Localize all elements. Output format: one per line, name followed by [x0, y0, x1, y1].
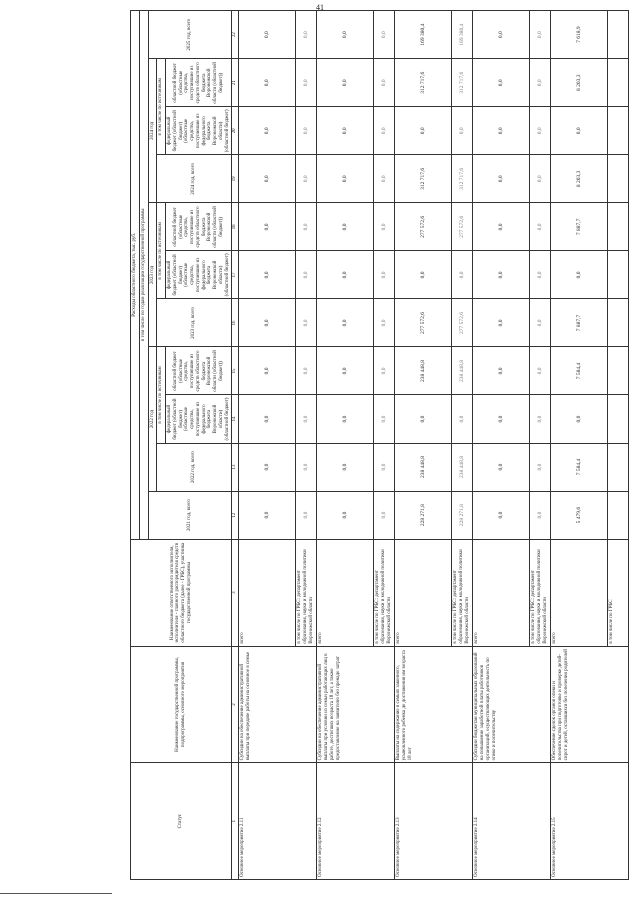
header-executor: Наименование ответственного исполнителя, исполнителя - главного распорядителя средств областного бюджета (далее - ГРБС), участника государственной программы: [131, 539, 232, 646]
value-cell: 0,0: [395, 251, 452, 299]
value-cell: 7 584,4: [551, 443, 608, 491]
value-cell: 0,0: [452, 107, 473, 155]
expenses-table: [130, 10, 629, 880]
value-cell: 0,0: [296, 395, 317, 443]
value-cell: 0,0: [239, 299, 296, 347]
column-number: 1: [232, 763, 239, 880]
value-cell: 238 448,8: [452, 443, 473, 491]
value-cell: 0,0: [239, 251, 296, 299]
value-cell: 277 572,6: [452, 299, 473, 347]
value-cell: 7 887,7: [551, 299, 608, 347]
value-cell: 0,0: [374, 251, 395, 299]
header-total-2022: 2022 год, всего: [157, 443, 232, 491]
value-cell: 0,0: [296, 251, 317, 299]
row-status: Основное мероприятие 2.12: [317, 763, 395, 880]
value-cell: 0,0: [530, 443, 551, 491]
value-cell: 0,0: [395, 395, 452, 443]
value-cell: 312 717,6: [395, 59, 452, 107]
header-total-2023: 2023 год, всего: [157, 299, 232, 347]
column-number: 17: [232, 251, 239, 299]
column-number: 2: [232, 646, 239, 763]
value-cell: 0,0: [317, 11, 374, 59]
value-cell: 0,0: [530, 395, 551, 443]
value-cell: 0,0: [317, 395, 374, 443]
value-cell: 0,0: [317, 443, 374, 491]
column-number: 12: [232, 491, 239, 539]
value-cell: 0,0: [452, 251, 473, 299]
row-name: Обеспечение сделок органов опеки и попечительства при подготовке и проверке детей-сирот и детей, оставшихся без попечения родителей: [551, 646, 629, 763]
value-cell: 0,0: [317, 155, 374, 203]
value-cell: 0,0: [551, 107, 608, 155]
value-cell: 0,0: [239, 443, 296, 491]
value-cell: [608, 155, 629, 203]
bottom-margin-rule: [0, 893, 112, 894]
value-cell: 0,0: [530, 251, 551, 299]
value-cell: 0,0: [296, 347, 317, 395]
value-cell: 7 887,7: [551, 203, 608, 251]
rotated-table-page: [130, 10, 630, 880]
value-cell: [608, 107, 629, 155]
header-sources-2023: в том числе по источникам: [157, 203, 166, 299]
value-cell: 0,0: [296, 155, 317, 203]
value-cell: 0,0: [374, 347, 395, 395]
page-number: 41: [316, 3, 324, 12]
header-federal-2022: федеральный бюджет (областной бюджет) (областные средства, поступившие из федерального бюджета Воронежской области) (областной бюджет): [166, 395, 232, 443]
header-year-2022: 2022 год: [148, 347, 157, 491]
row-sub-executor: в том числе по ГРБС: департамент образования, науки и молодежной политики Воронежской области: [452, 539, 473, 646]
value-cell: 0,0: [239, 107, 296, 155]
row-sub-executor: в том числе по ГРБС: департамент образования, науки и молодежной политики Воронежской области: [530, 539, 551, 646]
value-cell: 7 618,9: [551, 11, 608, 59]
row-name: Выплаты на содержание в семьях законного, усыновленного ребенка до достижения им возраста 18 лет: [395, 646, 473, 763]
value-cell: 0,0: [374, 299, 395, 347]
value-cell: [608, 299, 629, 347]
row-status: Основное мероприятие 2.11: [239, 763, 317, 880]
value-cell: 0,0: [296, 299, 317, 347]
value-cell: 0,0: [473, 347, 530, 395]
value-cell: 5 479,6: [551, 491, 608, 539]
value-cell: 0,0: [374, 395, 395, 443]
value-cell: 0,0: [374, 11, 395, 59]
row-sub-executor: в том числе по ГРБС: [608, 539, 629, 646]
value-cell: [608, 59, 629, 107]
value-cell: 0,0: [473, 491, 530, 539]
header-sources-2022: в том числе по источникам: [157, 347, 166, 443]
table-body: [239, 11, 629, 880]
value-cell: 0,0: [530, 299, 551, 347]
value-cell: 238 448,8: [395, 443, 452, 491]
value-cell: 0,0: [530, 347, 551, 395]
value-cell: 0,0: [296, 443, 317, 491]
value-cell: 238 448,8: [395, 347, 452, 395]
value-cell: 0,0: [374, 107, 395, 155]
value-cell: 0,0: [530, 203, 551, 251]
header-year-2024: 2024 год: [148, 59, 157, 203]
value-cell: 0,0: [239, 395, 296, 443]
column-number: 3: [232, 539, 239, 646]
value-cell: 0,0: [296, 491, 317, 539]
value-cell: [608, 443, 629, 491]
header-name: Наименование государственной программы, подпрограммы, основного мероприятия: [131, 646, 232, 763]
value-cell: 228 271,8: [395, 491, 452, 539]
table-row: [239, 11, 296, 880]
row-name: Субсидии на обеспечение административной выплаты при условии из семьи работающих лиц в работе, достигших возраста 18 лет, а также предоставление на заявителю без пренадо затрат: [317, 646, 395, 763]
table-row: [473, 11, 530, 880]
header-total-2025: 2025 год, всего: [148, 11, 232, 59]
column-number: 22: [232, 11, 239, 59]
value-cell: 0,0: [239, 347, 296, 395]
value-cell: 277 572,6: [395, 203, 452, 251]
value-cell: 8 203,3: [551, 59, 608, 107]
value-cell: 0,0: [317, 107, 374, 155]
value-cell: 0,0: [395, 107, 452, 155]
row-sub-executor: в том числе по ГРБС: департамент образования, науки и молодежной политики Воронежской области: [296, 539, 317, 646]
column-number: 15: [232, 347, 239, 395]
value-cell: 0,0: [473, 107, 530, 155]
row-sub-executor: в том числе по ГРБС: департамент образования, науки и молодежной политики Воронежской области: [374, 539, 395, 646]
row-status: Основное мероприятие 2.14: [473, 763, 551, 880]
value-cell: 7 584,4: [551, 347, 608, 395]
value-cell: 277 572,6: [395, 299, 452, 347]
value-cell: 0,0: [473, 251, 530, 299]
value-cell: 0,0: [296, 107, 317, 155]
value-cell: 0,0: [473, 443, 530, 491]
column-number: 14: [232, 395, 239, 443]
header-regional-2024: областной бюджет (областные средства, поступившие из средств областного бюджета Воронежской области (областной бюджет)): [166, 59, 232, 107]
value-cell: 0,0: [317, 251, 374, 299]
value-cell: 0,0: [239, 155, 296, 203]
value-cell: 0,0: [374, 491, 395, 539]
value-cell: 0,0: [317, 491, 374, 539]
column-number: 18: [232, 203, 239, 251]
header-total-2021: 2021 год, всего: [148, 491, 232, 539]
value-cell: 0,0: [473, 59, 530, 107]
value-cell: 277 572,6: [452, 203, 473, 251]
value-cell: 0,0: [473, 11, 530, 59]
header-regional-2023: областной бюджет (областные средства, поступившие из средств областного бюджета Воронежской области (областной бюджет)): [166, 203, 232, 251]
value-cell: 0,0: [530, 155, 551, 203]
row-executor: всего: [551, 539, 608, 646]
column-number: 16: [232, 299, 239, 347]
column-number: 20: [232, 107, 239, 155]
value-cell: 169 380,4: [395, 11, 452, 59]
value-cell: 169 380,4: [452, 11, 473, 59]
row-executor: всего: [239, 539, 296, 646]
value-cell: 0,0: [530, 59, 551, 107]
value-cell: 0,0: [239, 59, 296, 107]
column-number: 21: [232, 59, 239, 107]
value-cell: 0,0: [473, 155, 530, 203]
header-sources-2024: в том числе по источникам: [157, 59, 166, 155]
value-cell: 0,0: [374, 443, 395, 491]
row-status: Основное мероприятие 2.13: [395, 763, 473, 880]
row-executor: всего: [473, 539, 530, 646]
value-cell: [608, 491, 629, 539]
row-executor: всего: [395, 539, 452, 646]
value-cell: 0,0: [374, 59, 395, 107]
value-cell: 0,0: [452, 395, 473, 443]
value-cell: [608, 203, 629, 251]
value-cell: [608, 251, 629, 299]
value-cell: 0,0: [317, 299, 374, 347]
value-cell: [608, 11, 629, 59]
value-cell: 0,0: [473, 395, 530, 443]
header-expenses-subgroup: в том числе по годам реализации государственной программы: [139, 11, 148, 540]
row-executor: всего: [317, 539, 374, 646]
header-federal-2024: федеральный бюджет (областной бюджет) (областные средства, поступившие из федерального бюджета Воронежской области) (областной бюджет): [166, 107, 232, 155]
table-row: [395, 11, 452, 880]
value-cell: 228 271,8: [452, 491, 473, 539]
value-cell: 0,0: [374, 203, 395, 251]
value-cell: 0,0: [551, 251, 608, 299]
value-cell: 0,0: [530, 11, 551, 59]
value-cell: 0,0: [530, 107, 551, 155]
column-number: 19: [232, 155, 239, 203]
header-federal-2023: федеральный бюджет (областной бюджет) (областные средства, поступившие из федерального бюджета Воронежской области) (областной бюджет): [166, 251, 232, 299]
value-cell: 0,0: [551, 395, 608, 443]
header-regional-2022: областной бюджет (областные средства, поступившие из средств областного бюджета Воронежской области (областной бюджет)): [166, 347, 232, 395]
row-status: Основное мероприятие 2.15: [551, 763, 629, 880]
table-row: [551, 11, 608, 880]
header-expenses-group: Расходы областного бюджета, тыс. руб.: [131, 11, 140, 540]
value-cell: 0,0: [530, 491, 551, 539]
value-cell: 312 717,6: [452, 59, 473, 107]
row-name: Субсидии на обеспечение административной выплаты при передаче работы на основное в семье: [239, 646, 317, 763]
value-cell: 0,0: [239, 203, 296, 251]
value-cell: 0,0: [317, 203, 374, 251]
value-cell: 0,0: [296, 59, 317, 107]
value-cell: 0,0: [317, 347, 374, 395]
value-cell: 0,0: [296, 11, 317, 59]
value-cell: 8 203,3: [551, 155, 608, 203]
value-cell: 0,0: [473, 299, 530, 347]
value-cell: 0,0: [239, 11, 296, 59]
value-cell: 0,0: [473, 203, 530, 251]
header-status: Статус: [131, 763, 232, 880]
value-cell: 0,0: [317, 59, 374, 107]
value-cell: [608, 395, 629, 443]
header-total-2024: 2024 год, всего: [157, 155, 232, 203]
header-year-2023: 2023 год: [148, 203, 157, 347]
value-cell: 0,0: [374, 155, 395, 203]
value-cell: 238 448,8: [452, 347, 473, 395]
row-name: Субсидии бюджетам муниципальных образований на повышение заработной платы работников организаций, осуществляющих деятельность по опеке и попечительству: [473, 646, 551, 763]
column-number: 13: [232, 443, 239, 491]
value-cell: 0,0: [239, 491, 296, 539]
value-cell: [608, 347, 629, 395]
value-cell: 0,0: [296, 203, 317, 251]
value-cell: 312 717,6: [395, 155, 452, 203]
table-row: [317, 11, 374, 880]
value-cell: 312 717,6: [452, 155, 473, 203]
